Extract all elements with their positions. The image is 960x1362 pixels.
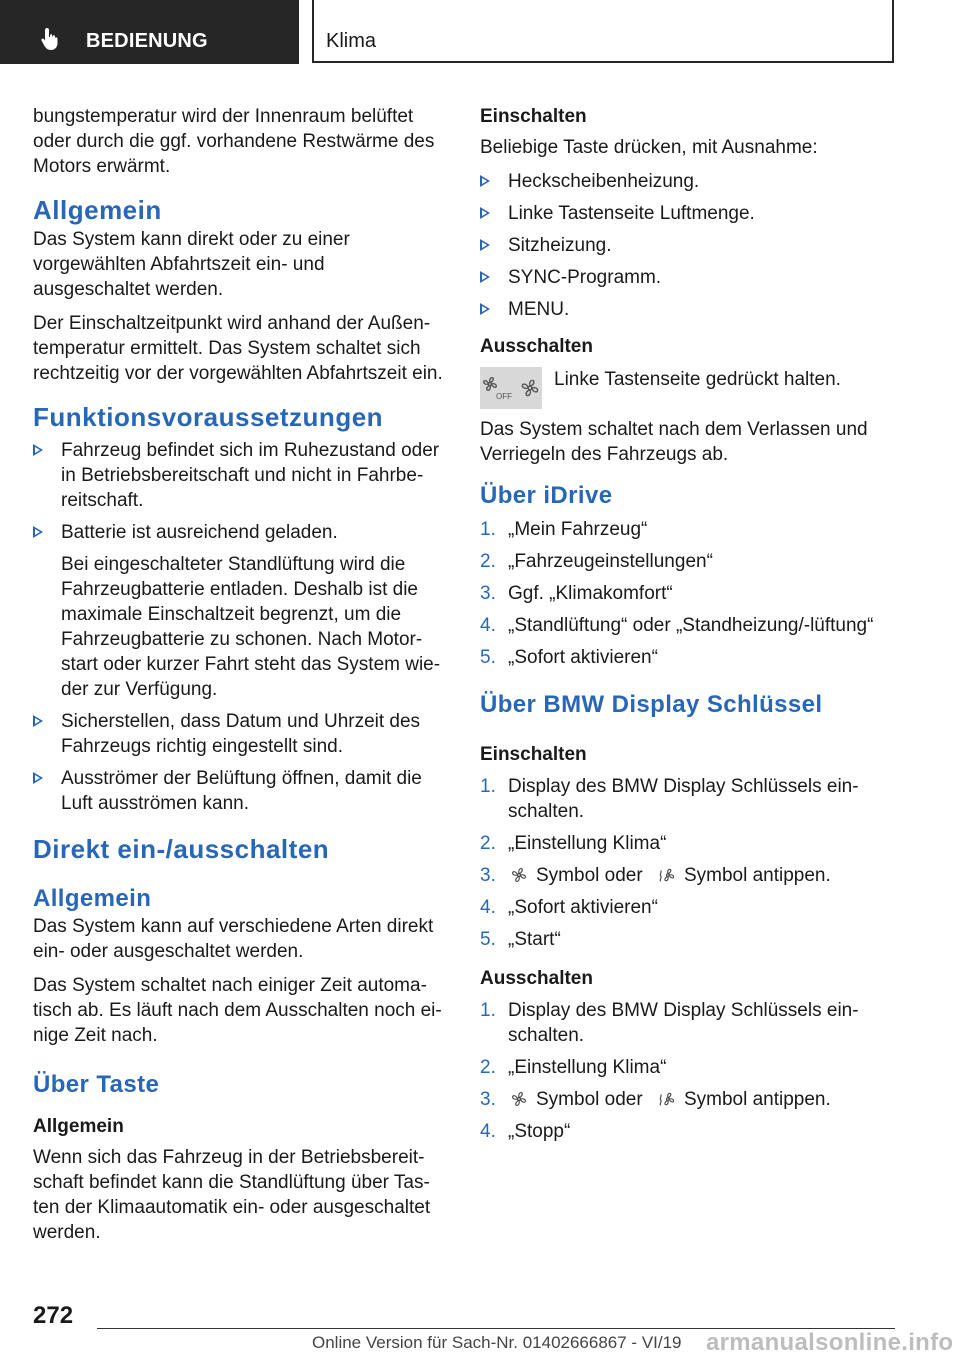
einschalten-label: Einschalten	[480, 106, 587, 127]
fan-off-icon	[482, 375, 516, 401]
heading-allgemein: Allgemein	[33, 195, 162, 225]
heading-direkt-allgemein: Allgemein	[33, 885, 152, 912]
heading-bmw-display-schluessel: Über BMW Display Schlüssel	[480, 691, 823, 718]
triangle-bullet-icon	[480, 271, 490, 283]
key-on-steps	[480, 774, 910, 952]
taste-p1: Wenn sich das Fahrzeug in der Betriebsbereitschaft befindet kann die Standlüftung über Tasten der Klimaautomatik ein- oder ausgeschaltet werden.	[33, 1147, 431, 1243]
list-item: 2. „Einstellung Klima“	[480, 833, 667, 854]
triangle-bullet-icon	[33, 772, 43, 784]
allgemein-p2: Der Einschaltzeitpunkt wird anhand der Außentemperatur ermittelt. Das System schaltet sich rechtzeitig vor der vorgewählten Abfahrtszeit ein.	[33, 313, 443, 384]
section-label: BEDIENUNG	[86, 30, 208, 52]
list-item: 4. „Stopp“	[480, 1121, 571, 1142]
heat-fan-symbol-icon	[658, 866, 676, 884]
watermark: armanualsonline.info	[706, 1329, 954, 1356]
battery-note: Bei eingeschalteter Standlüftung wird die Fahrzeugbatterie entladen. Deshalb ist die maximale Einschaltzeit begrenzt, um die Fahrzeugbatterie zu schonen. Nach Motorstart oder kurzer Fahrt steht das System wieder zur Verfügung.	[61, 554, 441, 700]
heading-ueber-taste: Über Taste	[33, 1071, 160, 1098]
svg-text:OFF: OFF	[496, 392, 512, 401]
right-column	[480, 104, 910, 1151]
list-item: SYNC-Programm.	[480, 265, 910, 290]
list-item: Sicherstellen, dass Datum und Uhrzeit des Fahrzeugs richtig eingestellt sind.	[33, 709, 443, 759]
einschalten-p1: Beliebige Taste drücken, mit Ausnahme:	[480, 137, 818, 158]
list-item: 2. „Fahrzeugeinstellungen“	[480, 551, 713, 572]
list-item: 3. Symbol oder Symbol antippen.	[480, 1089, 831, 1110]
list-item: Linke Tastenseite Luftmenge.	[480, 201, 910, 226]
list-item: 4. „Standlüftung“ oder „Standheizung/-lüftung“	[480, 615, 874, 636]
list-item: Ausströmer der Belüftung öffnen, damit die Luft ausströmen kann.	[33, 766, 443, 816]
hand-pointer-icon	[38, 26, 64, 52]
list-item: Heckscheibenheizung.	[480, 169, 910, 194]
left-column	[33, 104, 443, 1254]
direkt-p2: Das System schaltet nach einiger Zeit automatisch ab. Es läuft nach dem Ausschalten noch einige Zeit nach.	[33, 975, 442, 1046]
fan-symbol-icon	[510, 866, 528, 884]
list-item: 3. Symbol oder Symbol antippen.	[480, 865, 831, 886]
list-item: 5. „Sofort aktivieren“	[480, 647, 658, 668]
triangle-bullet-icon	[480, 303, 490, 315]
ausschalten-label: Ausschalten	[480, 336, 593, 357]
heading-funktionsvoraussetzungen: Funktionsvoraussetzungen	[33, 402, 384, 432]
chapter-label: Klima	[326, 30, 377, 52]
chapter-box	[312, 0, 894, 63]
triangle-bullet-icon	[33, 715, 43, 727]
exceptions-list	[480, 169, 910, 322]
ausschalten-p1: Das System schaltet nach dem Verlassen und Verriegeln des Fahrzeugs ab.	[480, 419, 868, 465]
triangle-bullet-icon	[33, 444, 43, 456]
key-ausschalten-label: Ausschalten	[480, 968, 593, 989]
key-off-steps	[480, 998, 910, 1144]
list-item: Fahrzeug befindet sich im Ruhezustand oder in Betriebsbereitschaft und nicht in Fahrbereitschaft.	[33, 438, 443, 513]
list-item: Batterie ist ausreichend geladen. Bei eingeschalteter Standlüftung wird die Fahrzeugbatterie entladen. Deshalb ist die maximale Einschaltzeit begrenzt, um die Fahrzeugbatterie zu schonen. Nach Motorstart oder kurzer Fahrt steht das System wieder zur Verfügung.	[33, 520, 443, 702]
heading-direkt: Direkt ein-/ausschalten	[33, 834, 330, 864]
heat-fan-symbol-icon	[658, 1090, 676, 1108]
footer-version: Online Version für Sach-Nr. 01402666867 - VI/19	[312, 1333, 682, 1352]
triangle-bullet-icon	[33, 526, 43, 538]
ausschalten-key-text: Linke Tastenseite gedrückt halten.	[554, 369, 841, 390]
list-item: 1. Display des BMW Display Schlüssels einschalten.	[480, 776, 859, 822]
fan-icon	[520, 378, 540, 398]
allgemein-p1: Das System kann direkt oder zu einer vorgewählten Abfahrtszeit ein- und ausgeschaltet werden.	[33, 229, 350, 300]
fan-symbol-icon	[510, 1090, 528, 1108]
idrive-steps	[480, 517, 910, 670]
intro-text: bungstemperatur wird der Innenraum belüftet oder durch die ggf. vorhandene Restwärme des Motors erwärmt.	[33, 106, 435, 177]
triangle-bullet-icon	[480, 239, 490, 251]
section-tab	[0, 0, 299, 64]
triangle-bullet-icon	[480, 207, 490, 219]
list-item: MENU.	[480, 297, 910, 322]
list-item: 3. Ggf. „Klimakomfort“	[480, 583, 673, 604]
list-item: 2. „Einstellung Klima“	[480, 1057, 667, 1078]
key-einschalten-label: Einschalten	[480, 744, 587, 765]
direkt-p1: Das System kann auf verschiedene Arten direkt ein- oder ausgeschaltet werden.	[33, 916, 434, 962]
taste-allgemein-label: Allgemein	[33, 1116, 124, 1137]
heading-ueber-idrive: Über iDrive	[480, 482, 613, 509]
list-item: 4. „Sofort aktivieren“	[480, 897, 658, 918]
triangle-bullet-icon	[480, 175, 490, 187]
list-item: 1. Display des BMW Display Schlüssels einschalten.	[480, 1000, 859, 1046]
page-number: 272	[33, 1302, 74, 1329]
list-item: Sitzheizung.	[480, 233, 910, 258]
fan-off-key-image	[480, 367, 542, 409]
list-item: 1. „Mein Fahrzeug“	[480, 519, 648, 540]
requirements-list	[33, 438, 443, 816]
list-item: 5. „Start“	[480, 929, 561, 950]
